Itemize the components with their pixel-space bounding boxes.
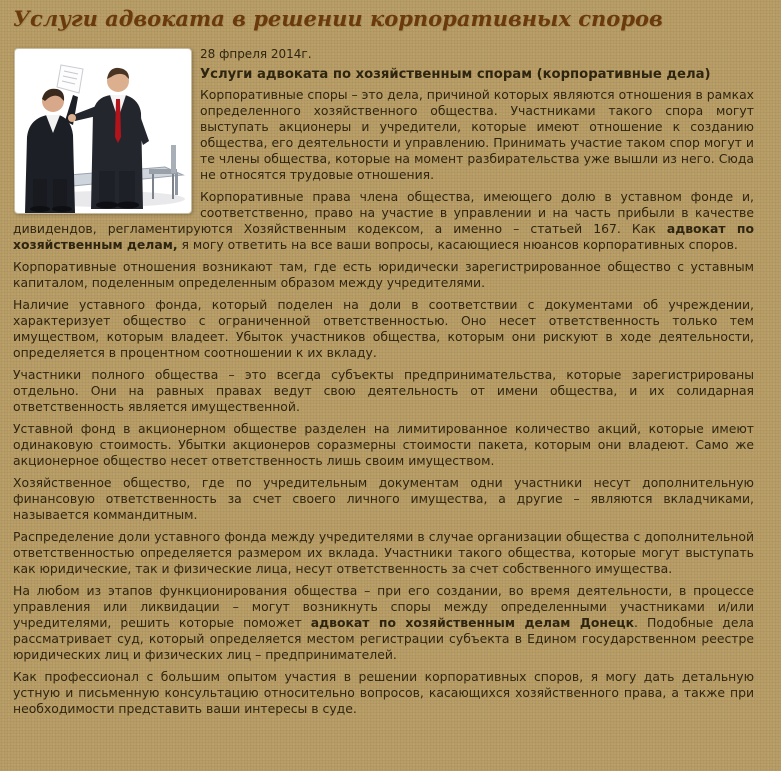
- article-date: 28 фпреля 2014г.: [200, 47, 312, 61]
- article-body: [13, 46, 754, 723]
- page-title: Услуги адвоката в решении корпоративных споров: [13, 6, 663, 31]
- highlight-lawyer-donetsk: адвокат по хозяйственным делам Донецк: [310, 615, 634, 630]
- paragraph-4: Наличие уставного фонда, который поделен на доли в соответствии с документами об учреждении, характеризует общество с ограниченной ответственностью. Оно несет ответственность только тем имуществом, которым владеет. Убыток участников общества, которым они рискуют в ходе деятельности, определяется в процентном соотношении к их вкладу.: [13, 297, 754, 360]
- paragraph-8: Распределение доли уставного фонда между учредителями в случае организации общества с дополнительной ответственностью определяется размером их вклада. Участники такого общества, которые могут выступать как юридические, так и физические лица, несут ответственность за счет собственного имущества.: [13, 529, 754, 576]
- paragraph-9: На любом из этапов функционирования общества – при его создании, во время деятельности, в процессе управления или ликвидации – могут возникнуть споры между определенными участниками и/или учредителями, решить которые поможет адвокат по хозяйственным делам Донецк. Подобные дела рассматривает суд, который определяется местом регистрации субъекта в Едином государственном реестре юридических лиц и физических лиц – предпринимателей.: [13, 583, 754, 662]
- highlight-lawyer-business: адвокат по хозяйственным делам,: [13, 221, 754, 252]
- paragraph-5: Участники полного общества – это всегда субъекты предпринимательства, которые зарегистрированы отдельно. Они на равных правах ведут свою деятельность от имени общества, и их солидарная ответственность является имущественной.: [13, 367, 754, 414]
- paragraph-7: Хозяйственное общество, где по учредительным документам одни участники несут дополнительную финансовую ответственность за счет своего личного имущества, а другие – являются вкладчиками, называется коммандитным.: [13, 475, 754, 522]
- paragraph-10: Как профессионал с большим опытом участия в решении корпоративных споров, я могу дать детальную устную и письменную консультацию относительно вопросов, касающихся хозяйственного права, а также при необходимости представить ваши интересы в суде.: [13, 669, 754, 716]
- paragraph-2: Корпоративные права члена общества, имеющего долю в уставном фонде и, соответственно, право на участие в управлении и на часть прибыли в качестве дивидендов, регламентируются Хозяйственным кодексом, а именно – статьей 167. Как адвокат по хозяйственным делам, я могу ответить на все ваши вопросы, касающиеся нюансов корпоративных споров.: [13, 189, 754, 252]
- article-subtitle: Услуги адвоката по хозяйственным спорам (корпоративные дела): [200, 67, 711, 82]
- paragraph-3: Корпоративные отношения возникают там, где есть юридически зарегистрированное общество с уставным капиталом, поделенным определенным образом между учредителями.: [13, 259, 754, 290]
- paragraph-6: Уставной фонд в акционерном обществе разделен на лимитированное количество акций, которые имеют одинаковую стоимость. Убытки акционеров соразмерны стоимости пакета, которым они владеют. Само же акционерное общество несет ответственность лишь своим имуществом.: [13, 421, 754, 468]
- paragraph-1: Корпоративные споры – это дела, причиной которых являются отношения в рамках определенного хозяйственного общества. Участниками такого спора могут выступать акционеры и учредители, которые имеют отношение к созданию общества, его деятельности и управлению. Принимать участие таком спор могут и те члены общества, которые на момент разбирательства уже вышли из него. Сюда не относятся трудовые отношения.: [200, 87, 755, 182]
